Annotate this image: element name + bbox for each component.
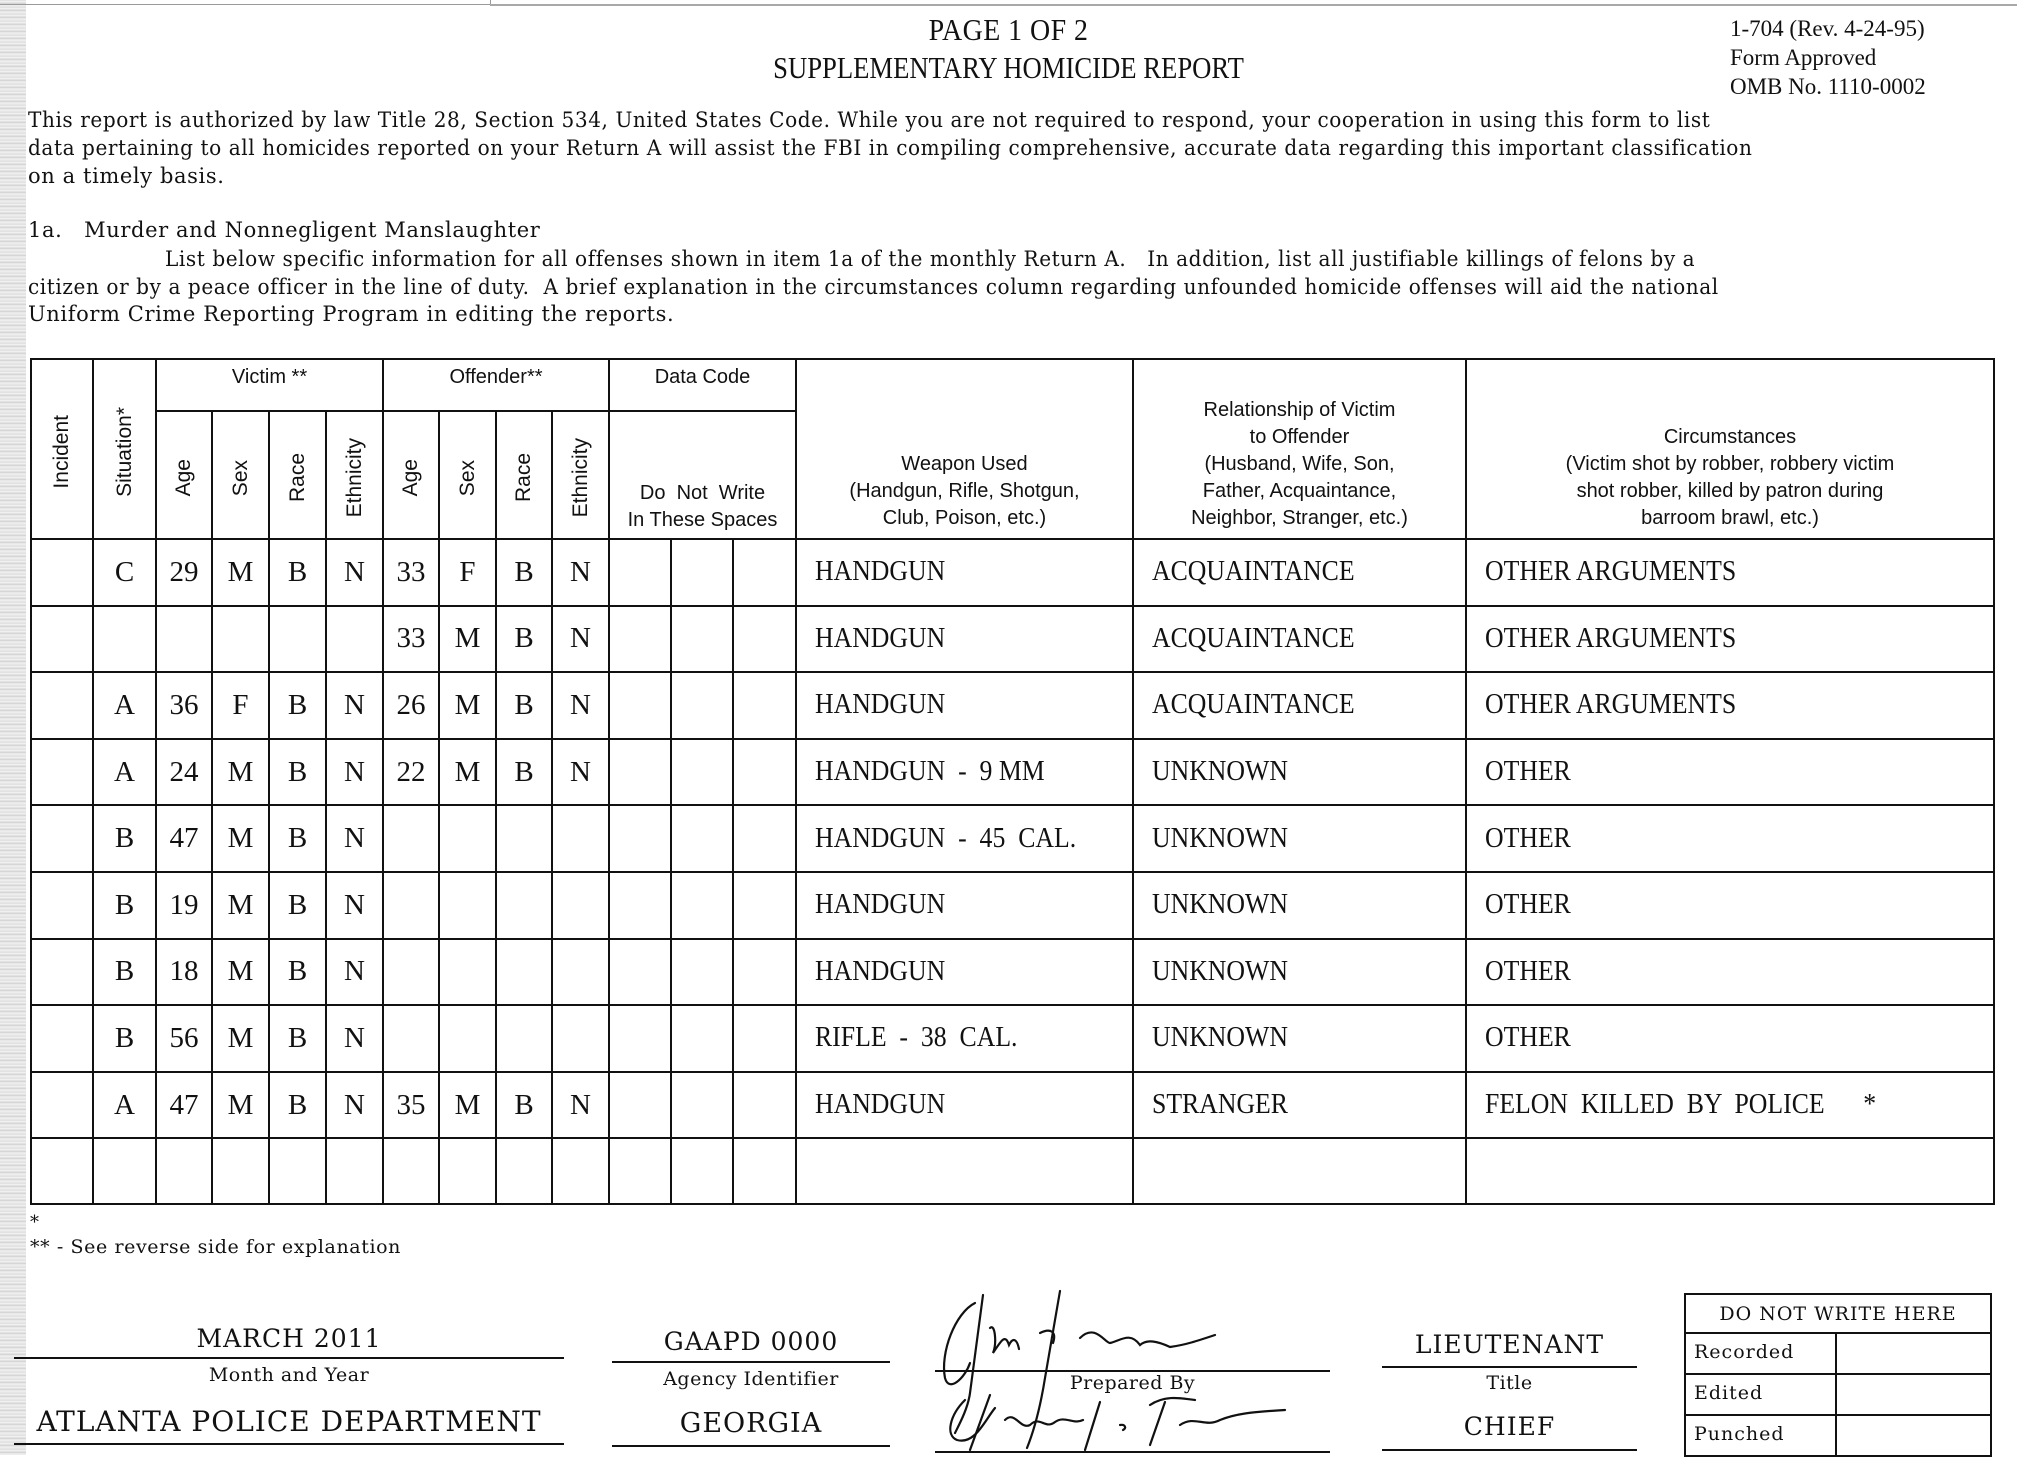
cell-v-eth bbox=[326, 606, 383, 673]
cell-v-eth bbox=[326, 1138, 383, 1204]
scan-edge-artifact bbox=[0, 0, 26, 1455]
cell-situation: B bbox=[93, 872, 156, 939]
cell-v-sex bbox=[212, 606, 269, 673]
cell-o-sex bbox=[439, 939, 496, 1006]
cell-v-race: B bbox=[269, 1005, 326, 1072]
cell-data-code bbox=[671, 1005, 733, 1072]
footnote-single: * bbox=[30, 1212, 40, 1233]
cell-o-sex: M bbox=[439, 672, 496, 739]
header-victim-ethnicity: Ethnicity bbox=[326, 411, 383, 539]
cell-incident bbox=[31, 539, 93, 606]
cell-data-code bbox=[733, 872, 796, 939]
cell-circumstances: OTHER ARGUMENTS bbox=[1466, 672, 1994, 739]
cell-o-eth bbox=[552, 872, 609, 939]
cell-o-race: B bbox=[496, 739, 552, 806]
cell-data-code bbox=[733, 1005, 796, 1072]
cell-weapon: HANDGUN bbox=[796, 1072, 1133, 1139]
cell-data-code bbox=[609, 739, 671, 806]
cell-circumstances bbox=[1466, 1138, 1994, 1204]
cell-v-sex: M bbox=[212, 1072, 269, 1139]
cell-o-race: B bbox=[496, 539, 552, 606]
cell-o-age: 22 bbox=[383, 739, 439, 806]
cell-circumstances: OTHER bbox=[1466, 739, 1994, 806]
cell-o-age bbox=[383, 939, 439, 1006]
table-row bbox=[31, 1072, 1994, 1139]
header-weapon: Weapon Used (Handgun, Rifle, Shotgun, Club, Poison, etc.) bbox=[796, 359, 1133, 539]
title-label: Title bbox=[1486, 1372, 1533, 1394]
cell-o-eth bbox=[552, 1138, 609, 1204]
agency-identifier-value: GAAPD 0000 bbox=[663, 1327, 839, 1356]
cell-o-age bbox=[383, 805, 439, 872]
cell-o-sex: M bbox=[439, 739, 496, 806]
office-row-edited: Edited bbox=[1686, 1375, 1990, 1416]
cell-relationship: ACQUAINTANCE bbox=[1133, 606, 1466, 673]
cell-data-code bbox=[733, 805, 796, 872]
cell-o-eth: N bbox=[552, 1072, 609, 1139]
cell-o-race: B bbox=[496, 606, 552, 673]
cell-v-race: B bbox=[269, 672, 326, 739]
header-victim-race: Race bbox=[269, 411, 326, 539]
cell-weapon: HANDGUN bbox=[796, 606, 1133, 673]
cell-relationship: UNKNOWN bbox=[1133, 1005, 1466, 1072]
cell-o-race: B bbox=[496, 1072, 552, 1139]
intro-line-1: This report is authorized by law Title 28, Section 534, United States Code. While you are not required to respond, your cooperation in using this form to list bbox=[28, 108, 1711, 132]
cell-circumstances: FELON KILLED BY POLICE * bbox=[1466, 1072, 1994, 1139]
cell-o-eth: N bbox=[552, 672, 609, 739]
cell-situation: B bbox=[93, 805, 156, 872]
cell-o-eth: N bbox=[552, 739, 609, 806]
punched-field[interactable] bbox=[1837, 1416, 1990, 1455]
month-year-line bbox=[14, 1357, 564, 1359]
cell-o-sex: M bbox=[439, 606, 496, 673]
cell-v-age: 56 bbox=[156, 1005, 212, 1072]
header-relationship: Relationship of Victim to Offender (Husband, Wife, Son, Father, Acquaintance, Neighbor, Stranger, etc.) bbox=[1133, 359, 1466, 539]
cell-situation bbox=[93, 606, 156, 673]
cell-incident bbox=[31, 1072, 93, 1139]
cell-data-code bbox=[609, 606, 671, 673]
cell-data-code bbox=[609, 939, 671, 1006]
cell-data-code bbox=[733, 672, 796, 739]
cell-v-eth: N bbox=[326, 739, 383, 806]
cell-situation: C bbox=[93, 539, 156, 606]
cell-incident bbox=[31, 872, 93, 939]
cell-v-eth: N bbox=[326, 872, 383, 939]
header-do-not-write: Do Not Write In These Spaces bbox=[609, 411, 796, 539]
cell-relationship: STRANGER bbox=[1133, 1072, 1466, 1139]
page-number: PAGE 1 OF 2 bbox=[928, 12, 1089, 47]
cell-v-age: 47 bbox=[156, 805, 212, 872]
cell-v-race bbox=[269, 606, 326, 673]
cell-o-race bbox=[496, 872, 552, 939]
cell-o-age: 26 bbox=[383, 672, 439, 739]
cell-o-race bbox=[496, 1138, 552, 1204]
cell-data-code bbox=[733, 1138, 796, 1204]
cell-incident bbox=[31, 672, 93, 739]
cell-v-eth: N bbox=[326, 939, 383, 1006]
cell-situation: B bbox=[93, 1005, 156, 1072]
header-victim: Victim ** bbox=[156, 359, 383, 411]
table-row bbox=[31, 672, 1994, 739]
cell-v-sex bbox=[212, 1138, 269, 1204]
cell-data-code bbox=[609, 672, 671, 739]
header-offender-age: Age bbox=[383, 411, 439, 539]
cell-v-age: 18 bbox=[156, 939, 212, 1006]
cell-data-code bbox=[671, 672, 733, 739]
header-offender-ethnicity: Ethnicity bbox=[552, 411, 609, 539]
cell-weapon: RIFLE - 38 CAL. bbox=[796, 1005, 1133, 1072]
cell-situation: A bbox=[93, 1072, 156, 1139]
cell-circumstances: OTHER bbox=[1466, 1005, 1994, 1072]
table-row bbox=[31, 539, 1994, 606]
cell-data-code bbox=[733, 939, 796, 1006]
intro-line-3: on a timely basis. bbox=[28, 164, 225, 188]
header-situation: Situation* bbox=[93, 359, 156, 539]
cell-o-eth: N bbox=[552, 606, 609, 673]
cell-o-sex bbox=[439, 872, 496, 939]
cell-data-code bbox=[609, 805, 671, 872]
cell-situation: A bbox=[93, 672, 156, 739]
table-row bbox=[31, 739, 1994, 806]
chief-title: CHIEF bbox=[1463, 1412, 1556, 1441]
cell-v-race: B bbox=[269, 539, 326, 606]
section-heading: 1a. Murder and Nonnegligent Manslaughter bbox=[28, 218, 541, 242]
recorded-field[interactable] bbox=[1837, 1334, 1990, 1373]
cell-v-eth: N bbox=[326, 672, 383, 739]
table-row bbox=[31, 872, 1994, 939]
cell-v-race: B bbox=[269, 1072, 326, 1139]
cell-o-age: 33 bbox=[383, 539, 439, 606]
scan-top-border bbox=[0, 0, 491, 5]
table-row bbox=[31, 939, 1994, 1006]
office-use-heading: DO NOT WRITE HERE bbox=[1686, 1295, 1990, 1334]
cell-data-code bbox=[733, 739, 796, 806]
cell-data-code bbox=[733, 539, 796, 606]
cell-situation bbox=[93, 1138, 156, 1204]
cell-v-sex: M bbox=[212, 805, 269, 872]
cell-v-eth: N bbox=[326, 539, 383, 606]
cell-v-sex: F bbox=[212, 672, 269, 739]
cell-v-sex: M bbox=[212, 1005, 269, 1072]
cell-relationship: ACQUAINTANCE bbox=[1133, 672, 1466, 739]
section-line-2: citizen or by a peace officer in the line of duty. A brief explanation in the circumstances column regarding unfounded homicide offenses will aid the national bbox=[28, 275, 1719, 299]
header-offender: Offender** bbox=[383, 359, 609, 411]
cell-circumstances: OTHER bbox=[1466, 872, 1994, 939]
header-incident: Incident bbox=[31, 359, 93, 539]
cell-o-age bbox=[383, 1138, 439, 1204]
cell-data-code bbox=[733, 1072, 796, 1139]
cell-incident bbox=[31, 939, 93, 1006]
title-value: LIEUTENANT bbox=[1414, 1330, 1605, 1359]
form-approved: Form Approved bbox=[1730, 45, 1877, 70]
cell-v-race bbox=[269, 1138, 326, 1204]
cell-v-race: B bbox=[269, 739, 326, 806]
cell-incident bbox=[31, 1005, 93, 1072]
cell-data-code bbox=[609, 1005, 671, 1072]
cell-incident bbox=[31, 739, 93, 806]
cell-v-sex: M bbox=[212, 872, 269, 939]
cell-weapon bbox=[796, 1138, 1133, 1204]
homicide-table bbox=[30, 358, 1995, 1205]
cell-relationship: UNKNOWN bbox=[1133, 872, 1466, 939]
cell-data-code bbox=[609, 1138, 671, 1204]
cell-o-age: 35 bbox=[383, 1072, 439, 1139]
cell-o-sex bbox=[439, 805, 496, 872]
section-line-3: Uniform Crime Reporting Program in editing the reports. bbox=[28, 302, 675, 326]
cell-o-eth bbox=[552, 939, 609, 1006]
cell-weapon: HANDGUN - 45 CAL. bbox=[796, 805, 1133, 872]
cell-data-code bbox=[671, 739, 733, 806]
cell-v-age: 36 bbox=[156, 672, 212, 739]
month-year-value: MARCH 2011 bbox=[196, 1324, 382, 1353]
table-row bbox=[31, 1005, 1994, 1072]
cell-weapon: HANDGUN bbox=[796, 872, 1133, 939]
cell-v-race: B bbox=[269, 872, 326, 939]
cell-o-eth bbox=[552, 1005, 609, 1072]
cell-o-age bbox=[383, 1005, 439, 1072]
omb-number: OMB No. 1110-0002 bbox=[1730, 74, 1926, 99]
office-row-punched: Punched bbox=[1686, 1416, 1990, 1457]
cell-v-age: 29 bbox=[156, 539, 212, 606]
cell-o-sex bbox=[439, 1138, 496, 1204]
cell-o-race bbox=[496, 805, 552, 872]
cell-o-race bbox=[496, 1005, 552, 1072]
cell-data-code bbox=[733, 606, 796, 673]
cell-relationship bbox=[1133, 1138, 1466, 1204]
cell-incident bbox=[31, 805, 93, 872]
header-offender-race: Race bbox=[496, 411, 552, 539]
office-row-recorded: Recorded bbox=[1686, 1334, 1990, 1375]
chief-title-line bbox=[1382, 1449, 1637, 1451]
cell-v-race: B bbox=[269, 805, 326, 872]
cell-o-sex: M bbox=[439, 1072, 496, 1139]
cell-data-code bbox=[671, 539, 733, 606]
cell-data-code bbox=[671, 872, 733, 939]
cell-situation: A bbox=[93, 739, 156, 806]
edited-field[interactable] bbox=[1837, 1375, 1990, 1414]
cell-v-eth: N bbox=[326, 1072, 383, 1139]
scan-top-border-right bbox=[490, 0, 2017, 6]
agency-identifier-line bbox=[612, 1361, 890, 1363]
report-title: SUPPLEMENTARY HOMICIDE REPORT bbox=[773, 50, 1244, 85]
table-row bbox=[31, 606, 1994, 673]
cell-v-age bbox=[156, 1138, 212, 1204]
table-row bbox=[31, 1138, 1994, 1204]
intro-line-2: data pertaining to all homicides reported on your Return A will assist the FBI in compiling comprehensive, accurate data regarding this important classification bbox=[28, 136, 1753, 160]
cell-relationship: ACQUAINTANCE bbox=[1133, 539, 1466, 606]
cell-data-code bbox=[609, 1072, 671, 1139]
header-victim-sex: Sex bbox=[212, 411, 269, 539]
prepared-by-label: Prepared By bbox=[1069, 1372, 1196, 1394]
cell-relationship: UNKNOWN bbox=[1133, 939, 1466, 1006]
header-circumstances: Circumstances (Victim shot by robber, robbery victim shot robber, killed by patron during barroom brawl, etc.) bbox=[1466, 359, 1994, 539]
header-victim-age: Age bbox=[156, 411, 212, 539]
cell-o-eth: N bbox=[552, 539, 609, 606]
cell-data-code bbox=[671, 606, 733, 673]
header-data-code: Data Code bbox=[609, 359, 796, 411]
cell-circumstances: OTHER bbox=[1466, 939, 1994, 1006]
footnote-double: ** - See reverse side for explanation bbox=[30, 1236, 402, 1258]
cell-circumstances: OTHER ARGUMENTS bbox=[1466, 539, 1994, 606]
cell-v-sex: M bbox=[212, 939, 269, 1006]
cell-circumstances: OTHER ARGUMENTS bbox=[1466, 606, 1994, 673]
cell-v-eth: N bbox=[326, 1005, 383, 1072]
cell-incident bbox=[31, 606, 93, 673]
cell-relationship: UNKNOWN bbox=[1133, 805, 1466, 872]
cell-weapon: HANDGUN - 9 MM bbox=[796, 739, 1133, 806]
section-line-1: List below specific information for all offenses shown in item 1a of the monthly Return A. In addition, list all justifiable killings of felons by a bbox=[165, 247, 1696, 271]
agency-identifier-label: Agency Identifier bbox=[663, 1368, 839, 1390]
cell-o-race bbox=[496, 939, 552, 1006]
cell-data-code bbox=[671, 805, 733, 872]
cell-relationship: UNKNOWN bbox=[1133, 739, 1466, 806]
cell-circumstances: OTHER bbox=[1466, 805, 1994, 872]
cell-v-age: 19 bbox=[156, 872, 212, 939]
cell-v-sex: M bbox=[212, 539, 269, 606]
cell-data-code bbox=[609, 872, 671, 939]
cell-data-code bbox=[671, 939, 733, 1006]
cell-v-age: 24 bbox=[156, 739, 212, 806]
cell-incident bbox=[31, 1138, 93, 1204]
table-row bbox=[31, 805, 1994, 872]
cell-v-sex: M bbox=[212, 739, 269, 806]
cell-weapon: HANDGUN bbox=[796, 672, 1133, 739]
agency-value: ATLANTA POLICE DEPARTMENT bbox=[36, 1405, 542, 1438]
cell-v-age bbox=[156, 606, 212, 673]
cell-o-sex: F bbox=[439, 539, 496, 606]
cell-o-age bbox=[383, 872, 439, 939]
agency-line bbox=[14, 1443, 564, 1445]
cell-o-race: B bbox=[496, 672, 552, 739]
cell-weapon: HANDGUN bbox=[796, 939, 1133, 1006]
cell-o-eth bbox=[552, 805, 609, 872]
state-value: GEORGIA bbox=[679, 1408, 823, 1439]
cell-o-sex bbox=[439, 1005, 496, 1072]
cell-o-age: 33 bbox=[383, 606, 439, 673]
cell-v-age: 47 bbox=[156, 1072, 212, 1139]
office-use-box bbox=[1684, 1293, 1992, 1457]
title-line bbox=[1382, 1366, 1637, 1368]
table-body bbox=[31, 539, 1994, 1204]
cell-v-eth: N bbox=[326, 805, 383, 872]
cell-data-code bbox=[609, 539, 671, 606]
header-offender-sex: Sex bbox=[439, 411, 496, 539]
form-number: 1-704 (Rev. 4-24-95) bbox=[1730, 16, 1925, 41]
month-year-label: Month and Year bbox=[208, 1364, 370, 1386]
cell-weapon: HANDGUN bbox=[796, 539, 1133, 606]
cell-data-code bbox=[671, 1072, 733, 1139]
cell-situation: B bbox=[93, 939, 156, 1006]
cell-data-code bbox=[671, 1138, 733, 1204]
signature-chief bbox=[935, 1390, 1455, 1455]
state-line bbox=[612, 1445, 890, 1447]
cell-v-race: B bbox=[269, 939, 326, 1006]
